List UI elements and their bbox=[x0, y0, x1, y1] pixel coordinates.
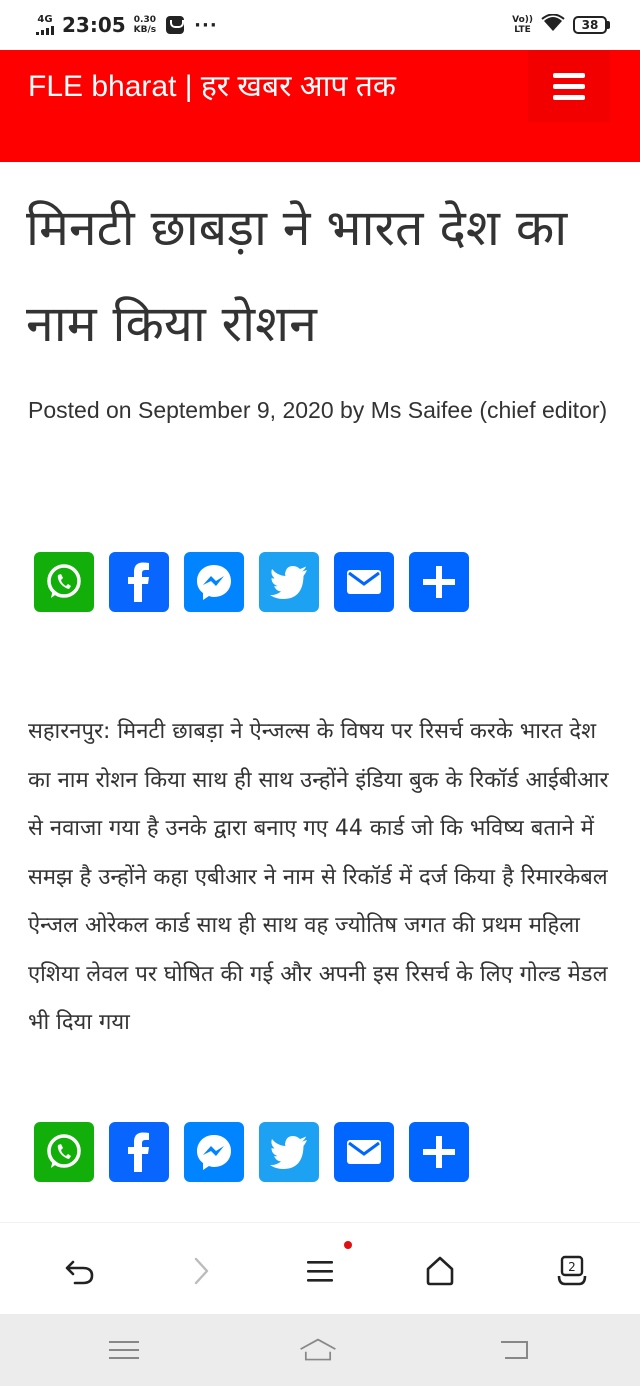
share-buttons-top bbox=[34, 552, 469, 612]
system-home-button[interactable] bbox=[298, 1332, 338, 1368]
share-more-button[interactable] bbox=[409, 1122, 469, 1182]
menu-icon bbox=[303, 1254, 337, 1288]
menu-button[interactable] bbox=[528, 50, 610, 122]
battery-level: 38 bbox=[573, 16, 607, 34]
plus-icon bbox=[419, 562, 459, 602]
whatsapp-icon bbox=[42, 560, 86, 604]
forward-button[interactable] bbox=[178, 1249, 222, 1293]
article-body: सहारनपुर: मिनटी छाबड़ा ने ऐन्जल्स के विषय पर रिसर्च करके भारत देश का नाम रोशन किया साथ ही साथ उन्होंने इंडिया बुक के रिकॉर्ड आईबीआर से नवाजा गया है उनके द्वारा बनाए गए 44 कार्ड जो कि भविष्य बताने में समझ है उन्होंने कहा एबीआर ने नाम से रिकॉर्ड में दर्ज किया है रिमारकेबल ऐन्जल ओरेकल कार्ड साथ ही साथ वह ज्योतिष जगत की प्रथम महिला एशिया लेवल पर घोषित की गई और अपनी इस रिसर्च के लिए गोल्ड मेडल भी दिया गया bbox=[28, 719, 609, 1035]
post-meta bbox=[28, 386, 618, 434]
share-whatsapp-button[interactable] bbox=[34, 1122, 94, 1182]
volte-icon: Vo)) LTE bbox=[512, 15, 533, 35]
home-icon bbox=[423, 1254, 457, 1288]
hamburger-icon bbox=[553, 73, 585, 100]
system-nav-bar bbox=[0, 1314, 640, 1386]
share-twitter-button[interactable] bbox=[259, 552, 319, 612]
facebook-icon bbox=[119, 560, 159, 604]
facebook-icon bbox=[119, 1130, 159, 1174]
tabs-button[interactable] bbox=[550, 1249, 594, 1293]
battery-icon bbox=[573, 16, 610, 34]
chevron-right-icon bbox=[185, 1254, 215, 1288]
back-button[interactable] bbox=[58, 1249, 102, 1293]
system-back-button[interactable] bbox=[494, 1332, 534, 1368]
email-icon bbox=[342, 560, 386, 604]
email-icon bbox=[342, 1130, 386, 1174]
share-more-button[interactable] bbox=[409, 552, 469, 612]
home-button[interactable] bbox=[418, 1249, 462, 1293]
post-date[interactable]: September 9, 2020 bbox=[137, 397, 334, 423]
messenger-icon bbox=[192, 1130, 236, 1174]
wifi-icon bbox=[541, 14, 565, 36]
site-title[interactable]: FLE bharat | हर खबर आप तक bbox=[28, 70, 396, 103]
twitter-icon bbox=[267, 1130, 311, 1174]
notification-dot bbox=[344, 1241, 352, 1249]
share-email-button[interactable] bbox=[334, 552, 394, 612]
recents-icon bbox=[107, 1336, 141, 1364]
messenger-icon bbox=[192, 560, 236, 604]
tabs-icon bbox=[555, 1254, 589, 1288]
shopping-bag-notification-icon bbox=[166, 16, 184, 34]
browser-menu-button[interactable] bbox=[298, 1249, 342, 1293]
back-icon bbox=[497, 1336, 531, 1364]
status-bar bbox=[0, 0, 640, 50]
share-twitter-button[interactable] bbox=[259, 1122, 319, 1182]
back-arrow-icon bbox=[63, 1254, 97, 1288]
share-buttons-bottom bbox=[34, 1122, 469, 1182]
tab-count: 2 bbox=[568, 1260, 576, 1274]
share-messenger-button[interactable] bbox=[184, 1122, 244, 1182]
posted-label: Posted on bbox=[28, 397, 132, 423]
by-label: by bbox=[340, 397, 365, 423]
clock: 23:05 bbox=[62, 13, 126, 37]
share-messenger-button[interactable] bbox=[184, 552, 244, 612]
network-type: 4G bbox=[37, 14, 53, 25]
site-header bbox=[0, 50, 640, 162]
article-title: मिनटी छाबड़ा ने भारत देश का नाम किया रोशन bbox=[26, 199, 568, 353]
share-whatsapp-button[interactable] bbox=[34, 552, 94, 612]
more-notifications-icon: ··· bbox=[194, 14, 218, 36]
share-email-button[interactable] bbox=[334, 1122, 394, 1182]
twitter-icon bbox=[267, 560, 311, 604]
browser-toolbar bbox=[0, 1222, 640, 1314]
recents-button[interactable] bbox=[104, 1332, 144, 1368]
home-outline-icon bbox=[298, 1335, 338, 1365]
post-author[interactable]: Ms Saifee (chief editor) bbox=[370, 397, 608, 423]
share-facebook-button[interactable] bbox=[109, 1122, 169, 1182]
plus-icon bbox=[419, 1132, 459, 1172]
whatsapp-icon bbox=[42, 1130, 86, 1174]
network-speed: 0.30 KB/s bbox=[133, 15, 157, 35]
share-facebook-button[interactable] bbox=[109, 552, 169, 612]
cellular-signal-icon bbox=[34, 15, 56, 35]
